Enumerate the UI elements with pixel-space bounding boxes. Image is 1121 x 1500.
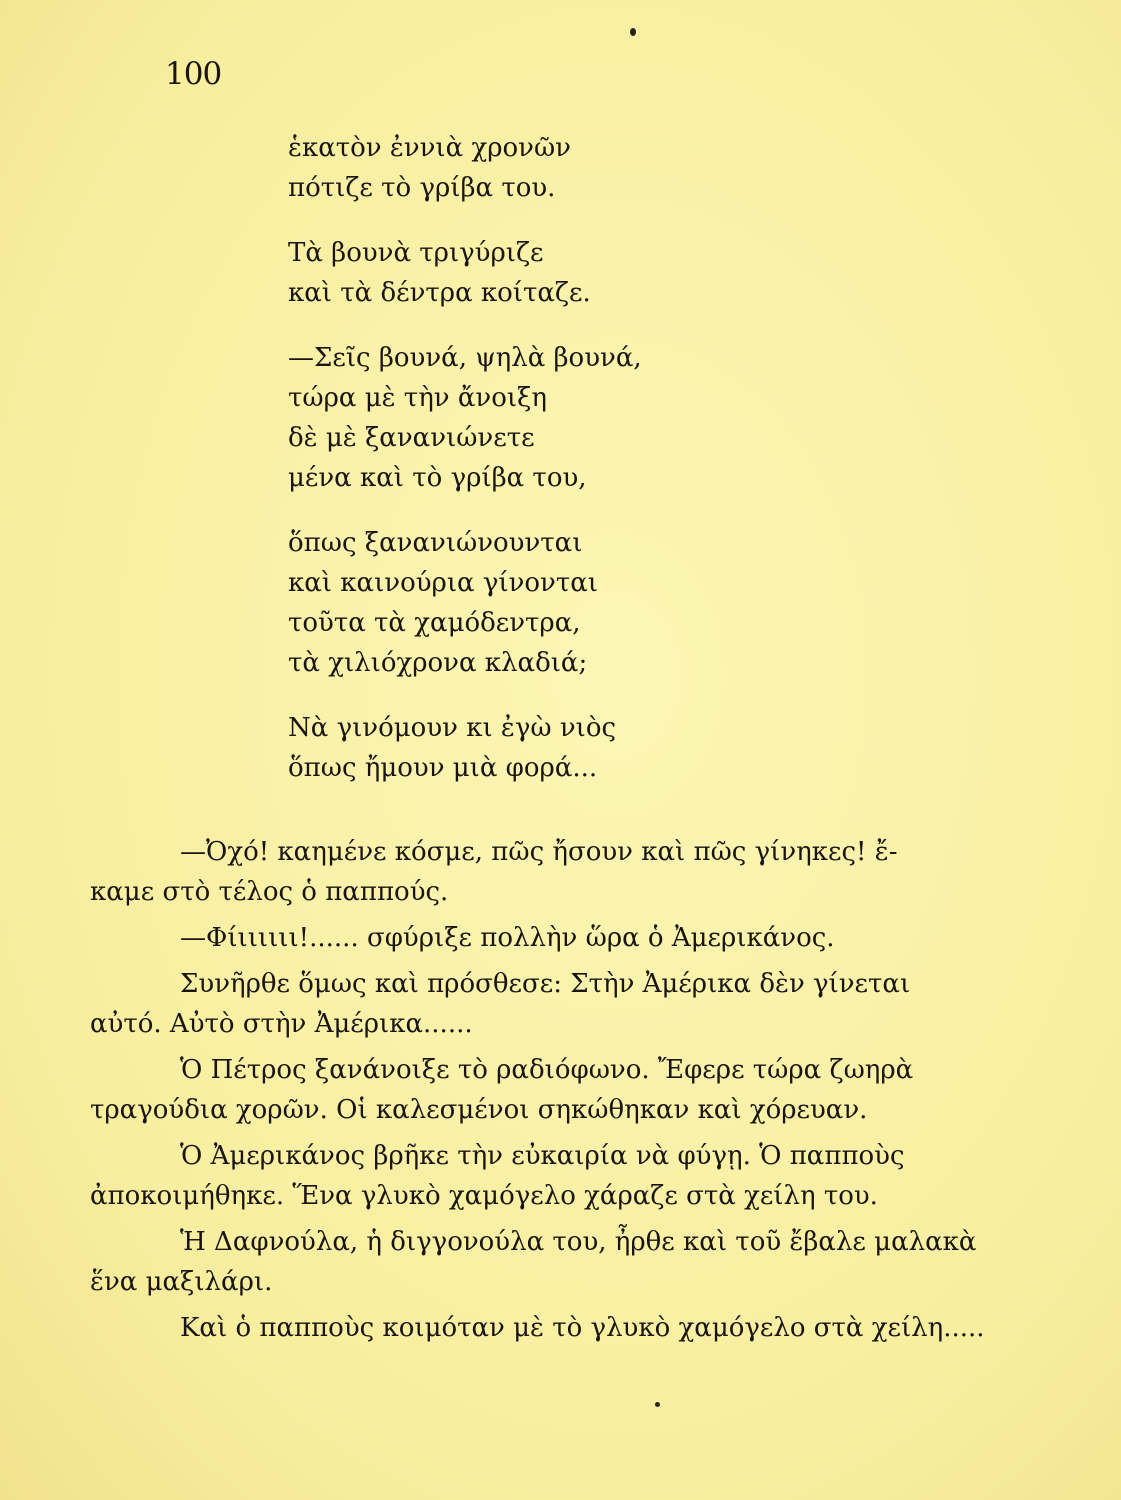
text-line: Συνῆρθε ὅμως καὶ πρόσθεσε: Στὴν Ἀμέρικα δὲν γίνεται (180, 969, 911, 999)
text-line: Καὶ ὁ παπποὺς κοιμόταν μὲ τὸ γλυκὸ χαμόγελο στὰ χείλη..... (180, 1313, 985, 1343)
paragraph (90, 1050, 1050, 1130)
text-line: Ὁ Ἀμερικάνος βρῆκε τὴν εὐκαιρία νὰ φύγῃ. Ὁ παπποὺς (180, 1141, 905, 1171)
poem (288, 128, 642, 813)
poem-line: ὅπως ἤμουν μιὰ φορά... (288, 753, 598, 783)
text-line: τραγούδια χορῶν. Οἱ καλεσμένοι σηκώθηκαν καὶ χόρευαν. (90, 1095, 868, 1125)
poem-line: Νὰ γινόμουν κι ἐγὼ νιὸς (288, 713, 617, 743)
page-number: 100 (165, 56, 222, 92)
text-line: —Φίιιιιιι!...... σφύριξε πολλὴν ὥρα ὁ Ἀμερικάνος. (180, 923, 835, 953)
paragraph (135, 1308, 1050, 1348)
poem-line: καὶ τὰ δέντρα κοίταζε. (288, 278, 591, 308)
poem-line: πότιζε τὸ γρίβα του. (288, 173, 556, 203)
paragraph (135, 918, 1050, 958)
poem-stanza (288, 523, 642, 683)
text-line: Ὁ Πέτρος ξανάνοιξε τὸ ραδιόφωνο. Ἔφερε τώρα ζωηρὰ (180, 1055, 914, 1085)
text-line: ἀποκοιμήθηκε. Ἕνα γλυκὸ χαμόγελο χάραζε στὰ χείλη του. (90, 1181, 878, 1211)
poem-line: τοῦτα τὰ χαμόδεντρα, (288, 608, 581, 638)
prose-text (90, 832, 1050, 1354)
poem-line: καὶ καινούρια γίνονται (288, 568, 598, 598)
poem-line: δὲ μὲ ξανανιώνετε (288, 423, 535, 453)
poem-stanza (288, 708, 642, 788)
paragraph (90, 1136, 1050, 1216)
paragraph (90, 1222, 1050, 1302)
poem-line: μένα καὶ τὸ γρίβα του, (288, 463, 587, 493)
poem-line: τώρα μὲ τὴν ἄνοιξη (288, 383, 547, 413)
poem-line: ὅπως ξανανιώνουνται (288, 528, 583, 558)
poem-line: Τὰ βουνὰ τριγύριζε (288, 238, 544, 268)
ink-speck (630, 28, 636, 36)
text-line: ἕνα μαξιλάρι. (90, 1267, 273, 1297)
text-line: Ἡ Δαφνούλα, ἡ διγγονούλα του, ἦρθε καὶ τοῦ ἔβαλε μαλακὰ (180, 1227, 977, 1257)
paragraph (90, 832, 1050, 912)
text-line: καμε στὸ τέλος ὁ παππούς. (90, 877, 449, 907)
text-line: —Ὀχό! καημένε κόσμε, πῶς ἤσουν καὶ πῶς γίνηκες! ἔ- (180, 837, 898, 867)
poem-line: —Σεῖς βουνά, ψηλὰ βουνά, (288, 343, 642, 373)
poem-stanza (288, 233, 642, 313)
poem-stanza (288, 128, 642, 208)
poem-line: τὰ χιλιόχρονα κλαδιά; (288, 648, 588, 678)
paragraph (90, 964, 1050, 1044)
text-line: αὐτό. Αὐτὸ στὴν Ἀμέρικα...... (90, 1009, 473, 1039)
ink-speck (655, 1402, 660, 1407)
poem-stanza (288, 338, 642, 498)
poem-line: ἑκατὸν ἐννιὰ χρονῶν (288, 133, 571, 163)
